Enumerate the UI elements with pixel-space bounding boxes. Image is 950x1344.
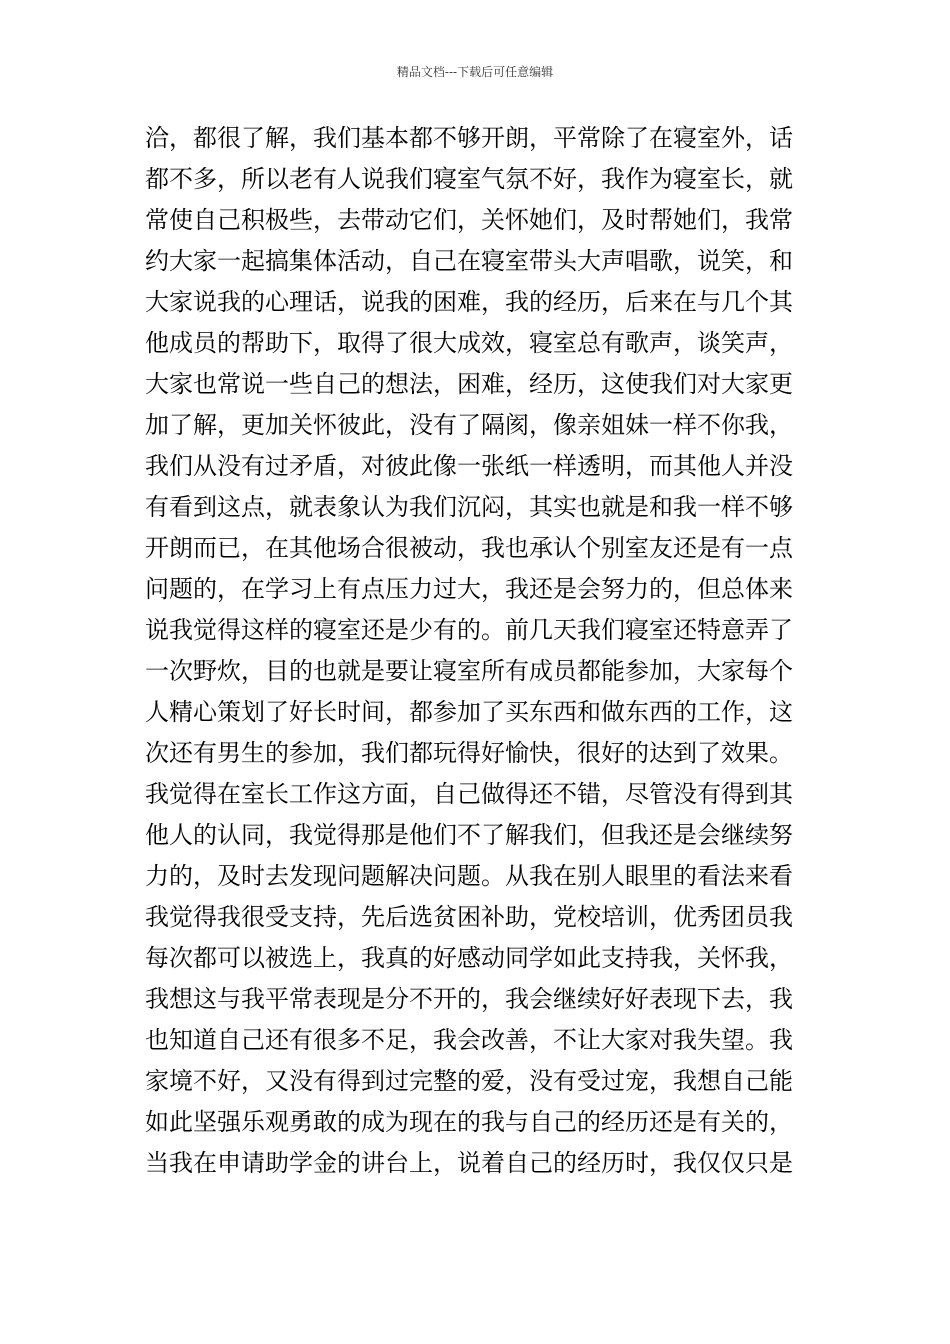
text-line: 家境不好，又没有得到过完整的爱，没有受过宠，我想自己能 [145,1067,793,1095]
body-text [145,118,810,1184]
text-line: 约大家一起搞集体活动，自己在寝室带头大声唱歌，说笑，和 [145,247,793,275]
text-line: 我觉得在室长工作这方面，自己做得还不错，尽管没有得到其 [145,780,793,808]
text-line: 我觉得我很受支持，先后选贫困补助，党校培训，优秀团员我 [145,903,793,931]
text-line: 说我觉得这样的寝室还是少有的。前几天我们寝室还特意弄了 [145,616,793,644]
text-line: 他成员的帮助下，取得了很大成效，寝室总有歌声，谈笑声， [145,329,793,357]
text-line: 他人的认同，我觉得那是他们不了解我们，但我还是会继续努 [145,821,793,849]
text-line: 次还有男生的参加，我们都玩得好愉快，很好的达到了效果。 [145,739,793,767]
text-line: 问题的，在学习上有点压力过大，我还是会努力的，但总体来 [145,575,793,603]
text-line: 力的，及时去发现问题解决问题。从我在别人眼里的看法来看 [145,862,793,890]
text-line: 当我在申请助学金的讲台上，说着自己的经历时，我仅仅只是 [145,1149,793,1177]
text-line: 常使自己积极些，去带动它们，关怀她们，及时帮她们，我常 [145,206,793,234]
text-line: 洽，都很了解，我们基本都不够开朗，平常除了在寝室外，话 [145,124,793,152]
text-line: 都不多，所以老有人说我们寝室气氛不好，我作为寝室长，就 [145,165,793,193]
text-line: 我们从没有过矛盾，对彼此像一张纸一样透明，而其他人并没 [145,452,793,480]
text-line: 如此坚强乐观勇敢的成为现在的我与自己的经历还是有关的， [145,1108,793,1136]
text-line: 也知道自己还有很多不足，我会改善，不让大家对我失望。我 [145,1026,793,1054]
text-line: 有看到这点，就表象认为我们沉闷，其实也就是和我一样不够 [145,493,793,521]
text-line: 每次都可以被选上，我真的好感动同学如此支持我，关怀我， [145,944,793,972]
text-line: 一次野炊，目的也就是要让寝室所有成员都能参加，大家每个 [145,657,793,685]
text-line: 人精心策划了好长时间，都参加了买东西和做东西的工作，这 [145,698,793,726]
text-line: 大家也常说一些自己的想法，困难，经历，这使我们对大家更 [145,370,793,398]
text-line: 开朗而已，在其他场合很被动，我也承认个别室友还是有一点 [145,534,793,562]
text-line: 我想这与我平常表现是分不开的，我会继续好好表现下去，我 [145,985,793,1013]
page-header: 精品文档---下载后可任意编辑 [396,65,554,79]
text-line: 加了解，更加关怀彼此，没有了隔阂，像亲姐妹一样不你我， [145,411,793,439]
text-line: 大家说我的心理话，说我的困难，我的经历，后来在与几个其 [145,288,793,316]
